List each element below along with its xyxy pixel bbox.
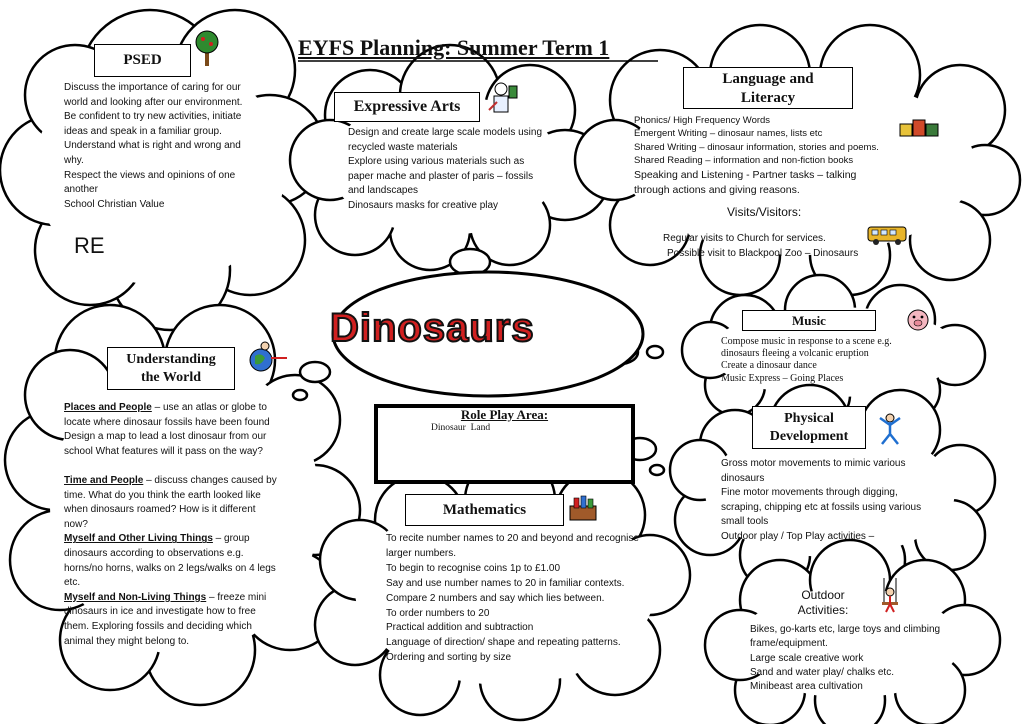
understanding-line: – discuss changes caused by xyxy=(143,474,277,486)
outdoor-line: Bikes, go-karts etc, large toys and climbing xyxy=(750,624,941,635)
physical-heading-line: Development xyxy=(769,429,849,444)
outdoor-text xyxy=(750,623,940,694)
maths-box-icon xyxy=(566,494,602,524)
re-label: RE xyxy=(74,233,105,258)
outdoor-heading xyxy=(788,588,858,618)
language-heading xyxy=(683,67,853,109)
understanding-heading xyxy=(107,347,235,390)
psed-line: Respect the views and opinions of one xyxy=(64,169,236,181)
swing-icon xyxy=(876,576,904,616)
music-line: Create a dinosaur dance xyxy=(721,360,817,372)
outdoor-line: Sand and water play/ chalks etc. xyxy=(750,666,894,678)
music-heading: Music xyxy=(742,310,876,331)
maths-line: Ordering and sorting by size xyxy=(386,652,512,664)
psed-line: School Christian Value xyxy=(64,198,165,210)
time-label: Time and People xyxy=(64,474,144,486)
understanding-line: school What features will it pass on the way? xyxy=(64,445,263,457)
physical-line: Fine motor movements through digging, xyxy=(721,487,898,499)
expressive-text xyxy=(348,126,542,214)
language-heading-line: Language and xyxy=(722,71,814,87)
language-line: Emergent Writing – dinosaur names, lists etc xyxy=(634,128,823,140)
maths-line: To recite number names to 20 and beyond and recognise xyxy=(386,533,639,544)
psed-heading: PSED xyxy=(94,44,191,77)
understanding-line: – freeze mini xyxy=(206,591,267,603)
understanding-line: etc. xyxy=(64,577,81,589)
jumping-child-icon xyxy=(876,412,904,448)
maths-line: To begin to recognise coins 1p to £1.00 xyxy=(386,562,561,574)
maths-line: Say and use number names to 20 in familiar contexts. xyxy=(386,577,625,589)
pig-musician-icon xyxy=(902,306,934,336)
tree-icon xyxy=(192,28,222,68)
outdoor-line: Large scale creative work xyxy=(750,652,864,664)
physical-heading-line: Physical xyxy=(784,411,834,426)
nonliving-label: Myself and Non-Living Things xyxy=(64,591,207,603)
visits-line: Regular visits to Church for services. xyxy=(663,233,826,244)
maths-heading: Mathematics xyxy=(405,494,564,526)
expressive-line: paper mache and plaster of paris – fossils xyxy=(348,170,534,182)
physical-line: Gross motor movements to mimic various xyxy=(721,458,906,469)
understanding-heading-line: Understanding xyxy=(126,352,216,367)
understanding-line: them. Exploring fossils and deciding which xyxy=(64,620,252,632)
psed-text xyxy=(64,81,242,212)
page-title: EYFS Planning: Summer Term 1 xyxy=(298,35,610,60)
visits-text xyxy=(663,232,858,261)
outdoor-heading-line: Activities: xyxy=(797,603,849,617)
language-line: Shared Writing – dinosaur information, stories and poems. xyxy=(634,141,879,153)
language-line: Phonics/ High Frequency Words xyxy=(634,115,771,126)
psed-line: another xyxy=(64,184,98,196)
expressive-line: Design and create large scale models using xyxy=(348,127,542,138)
maths-line: larger numbers. xyxy=(386,547,457,559)
understanding-line: dinosaurs according to observations e.g. xyxy=(64,547,244,559)
expressive-line: Explore using various materials such as xyxy=(348,156,525,168)
alphabet-blocks-icon xyxy=(898,114,942,140)
physical-line: dinosaurs xyxy=(721,472,765,484)
topic-title: Dinosaurs xyxy=(330,306,535,350)
understanding-line: locate where dinosaur fossils have been found xyxy=(64,416,270,428)
psed-line: why. xyxy=(64,154,84,166)
psed-line: Discuss the importance of caring for our xyxy=(64,82,241,93)
language-speaking-line: Speaking and Listening - Partner tasks – talking xyxy=(634,169,857,181)
outdoor-line: Minibeast area cultivation xyxy=(750,681,863,693)
understanding-text xyxy=(64,401,277,649)
expressive-heading: Expressive Arts xyxy=(334,92,480,122)
places-label: Places and People xyxy=(64,402,152,413)
understanding-line: Design a map to lead a lost dinosaur from our xyxy=(64,431,267,443)
language-speaking xyxy=(634,168,856,197)
physical-line: small tools xyxy=(721,516,769,528)
maths-line: Compare 2 numbers and say which lies between. xyxy=(386,592,605,604)
understanding-line: now? xyxy=(64,518,88,530)
language-speaking-line: through actions and giving reasons. xyxy=(634,183,800,196)
language-line: Shared Reading – information and non-fiction books xyxy=(634,154,854,166)
understanding-line: – use an atlas or globe to xyxy=(151,402,267,413)
physical-line: scraping, chipping etc at fossils using various xyxy=(721,501,922,513)
expressive-line: and landscapes xyxy=(348,185,419,197)
globe-child-icon xyxy=(245,340,291,376)
living-label: Myself and Other Living Things xyxy=(64,533,213,545)
understanding-line: dinosaurs in ice and investigate how to free xyxy=(64,606,256,618)
visits-line: Possible visit to Blackpool Zoo – Dinosaurs xyxy=(667,247,859,259)
visits-heading: Visits/Visitors: xyxy=(727,205,802,219)
language-heading-line: Literacy xyxy=(740,90,796,106)
maths-line: To order numbers to 20 xyxy=(386,607,490,619)
outdoor-heading-line: Outdoor xyxy=(801,588,845,602)
artist-icon xyxy=(485,80,519,116)
maths-line: Practical addition and subtraction xyxy=(386,622,534,634)
understanding-heading-line: the World xyxy=(140,370,202,385)
music-line: dinosaurs fleeing a volcanic eruption xyxy=(721,348,869,360)
music-line: Music Express – Going Places xyxy=(721,372,844,384)
psed-line: Be confident to try new activities, initiate xyxy=(64,111,242,123)
expressive-line: recycled waste materials xyxy=(348,141,458,153)
physical-text xyxy=(721,457,921,545)
maths-line: Language of direction/ shape and repeating patterns. xyxy=(386,637,621,649)
role-play-text: Dinosaur Land xyxy=(431,423,491,433)
understanding-line: time. What do you think the earth looked like xyxy=(64,489,261,501)
understanding-line: animal they might belong to. xyxy=(64,635,190,647)
maths-text xyxy=(386,532,639,666)
physical-heading xyxy=(752,406,866,449)
music-line: Compose music in response to a scene e.g. xyxy=(721,336,892,347)
bus-icon xyxy=(866,223,908,247)
understanding-line: – group xyxy=(212,533,250,545)
understanding-line: horns/no horns, walks on 2 legs/walks on 4 legs xyxy=(64,562,276,574)
outdoor-line: frame/equipment. xyxy=(750,638,828,650)
psed-line: Understand what is right and wrong and xyxy=(64,140,241,152)
role-play-heading: Role Play Area: xyxy=(460,407,549,422)
language-text xyxy=(634,114,879,167)
physical-line: Outdoor play / Top Play activities – xyxy=(721,530,875,542)
psed-line: world and looking after our environment. xyxy=(64,96,243,108)
music-text xyxy=(721,336,892,385)
understanding-line: when dinosaurs roamed? How is it different xyxy=(64,504,256,516)
psed-line: ideas and speak in a familiar group. xyxy=(64,125,222,137)
expressive-line: Dinosaurs masks for creative play xyxy=(348,199,499,211)
